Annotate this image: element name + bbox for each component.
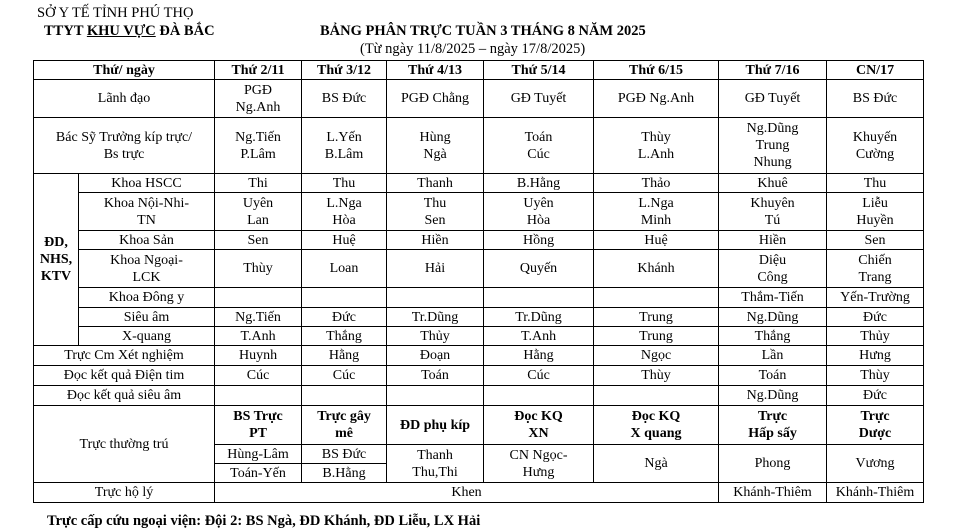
table-cell: Thảo	[594, 174, 719, 193]
table-cell: Hưng	[827, 346, 924, 366]
corner-header: Thứ/ ngày	[34, 61, 215, 80]
table-cell: Khuyến Cường	[827, 118, 924, 174]
table-cell: Thủy	[827, 327, 924, 346]
table-cell: Tr.Dũng	[387, 308, 484, 327]
table-cell: Uyên Hòa	[484, 193, 594, 231]
table-cell: Chiến Trang	[827, 250, 924, 288]
table-row	[34, 366, 924, 386]
row-label: Lãnh đạo	[34, 80, 215, 118]
table-cell: Toán Cúc	[484, 118, 594, 174]
table-cell	[387, 288, 484, 308]
table-cell: Ngọc	[594, 346, 719, 366]
table-cell: GĐ Tuyết	[484, 80, 594, 118]
table-cell: Đức	[827, 308, 924, 327]
row-label: Trực hộ lý	[34, 483, 215, 503]
table-cell: Đức	[302, 308, 387, 327]
org-name: SỞ Y TẾ TỈNH PHÚ THỌ	[37, 5, 194, 21]
table-cell: Thanh	[387, 174, 484, 193]
row-label: Bác Sỹ Trưởng kíp trực/ Bs trực	[34, 118, 215, 174]
table-cell: CN Ngọc- Hưng	[484, 445, 594, 483]
table-cell: Phong	[719, 445, 827, 483]
day-header: Thứ 5/14	[484, 61, 594, 80]
table-cell: Toán-Yến	[215, 464, 302, 483]
table-cell: Uyên Lan	[215, 193, 302, 231]
table-cell: Thi	[215, 174, 302, 193]
table-cell	[215, 386, 302, 406]
day-header: Thứ 3/12	[302, 61, 387, 80]
table-cell: Thắng	[302, 327, 387, 346]
table-cell: Thu	[302, 174, 387, 193]
table-row	[34, 231, 924, 250]
table-cell: B.Hằng	[484, 174, 594, 193]
table-cell: Ng.Tiến	[215, 308, 302, 327]
table-row	[34, 327, 924, 346]
table-row	[34, 346, 924, 366]
table-cell: B.Hằng	[302, 464, 387, 483]
table-row	[34, 483, 924, 503]
department-label: Siêu âm	[79, 308, 215, 327]
table-cell: L.Nga Hòa	[302, 193, 387, 231]
table-cell: Hùng Ngà	[387, 118, 484, 174]
table-cell: PGĐ Ng.Anh	[215, 80, 302, 118]
table-cell: Đức	[827, 386, 924, 406]
department-label: Khoa HSCC	[79, 174, 215, 193]
table-cell: GĐ Tuyết	[719, 80, 827, 118]
table-cell: BS Đức	[302, 80, 387, 118]
table-cell: Hiền	[387, 231, 484, 250]
table-row	[34, 80, 924, 118]
table-cell: Thùy	[215, 250, 302, 288]
table-cell: Yến-Trường	[827, 288, 924, 308]
day-header: Thứ 2/11	[215, 61, 302, 80]
table-cell: BS Đức	[302, 445, 387, 464]
table-row	[34, 174, 924, 193]
row-label: Trực Cm Xét nghiệm	[34, 346, 215, 366]
table-cell: PGĐ Ng.Anh	[594, 80, 719, 118]
table-cell: Cúc	[302, 366, 387, 386]
department-label: Khoa Nội-Nhi- TN	[79, 193, 215, 231]
table-cell: Thùy	[594, 366, 719, 386]
table-cell: Loan	[302, 250, 387, 288]
document-title: BẢNG PHÂN TRỰC TUẦN 3 THÁNG 8 NĂM 2025	[320, 23, 646, 39]
table-row	[34, 61, 924, 80]
table-cell: Quyến	[484, 250, 594, 288]
table-cell: Ng.Dũng Trung Nhung	[719, 118, 827, 174]
table-cell: Thắm-Tiến	[719, 288, 827, 308]
day-header: Thứ 4/13	[387, 61, 484, 80]
table-cell: Ng.Dũng	[719, 308, 827, 327]
table-cell: Huệ	[594, 231, 719, 250]
table-cell: Khánh	[594, 250, 719, 288]
table-cell: Khuê	[719, 174, 827, 193]
table-cell: Thu	[827, 174, 924, 193]
table-cell: T.Anh	[484, 327, 594, 346]
table-cell: L.Yến B.Lâm	[302, 118, 387, 174]
department-label: X-quang	[79, 327, 215, 346]
table-cell: Huynh	[215, 346, 302, 366]
table-cell	[594, 288, 719, 308]
table-row	[34, 250, 924, 288]
table-cell: Toán	[719, 366, 827, 386]
org-unit: TTYT KHU VỰC ĐÀ BẮC	[44, 23, 215, 39]
table-cell: Ng.Tiến P.Lâm	[215, 118, 302, 174]
table-row	[34, 386, 924, 406]
table-cell: T.Anh	[215, 327, 302, 346]
duty-header: ĐD phụ kíp	[387, 406, 484, 445]
document-subtitle: (Từ ngày 11/8/2025 – ngày 17/8/2025)	[360, 41, 586, 57]
table-cell: L.Nga Minh	[594, 193, 719, 231]
table-cell	[302, 386, 387, 406]
table-cell: BS Đức	[827, 80, 924, 118]
table-cell: Huệ	[302, 231, 387, 250]
group-label: ĐD, NHS, KTV	[34, 174, 79, 346]
table-cell	[387, 386, 484, 406]
department-label: Khoa Đông y	[79, 288, 215, 308]
table-row	[34, 193, 924, 231]
table-cell: PGĐ Chằng	[387, 80, 484, 118]
table-row	[34, 308, 924, 327]
table-cell: Sen	[215, 231, 302, 250]
day-header: Thứ 7/16	[719, 61, 827, 80]
table-cell	[484, 288, 594, 308]
table-cell: Hải	[387, 250, 484, 288]
department-label: Khoa Sản	[79, 231, 215, 250]
table-cell: Cúc	[484, 366, 594, 386]
table-cell: Sen	[827, 231, 924, 250]
table-cell: Vương	[827, 445, 924, 483]
duty-header: Trực Hấp sấy	[719, 406, 827, 445]
table-cell: Hùng-Lâm	[215, 445, 302, 464]
table-cell	[215, 288, 302, 308]
table-row	[34, 118, 924, 174]
table-cell: Hằng	[302, 346, 387, 366]
day-header: Thứ 6/15	[594, 61, 719, 80]
table-cell: Ngà	[594, 445, 719, 483]
table-row	[34, 288, 924, 308]
table-cell: Khánh-Thiêm	[719, 483, 827, 503]
table-cell: Liễu Huyền	[827, 193, 924, 231]
table-cell: Thắng	[719, 327, 827, 346]
table-cell	[302, 288, 387, 308]
table-cell: Hồng	[484, 231, 594, 250]
duty-header: BS Trực PT	[215, 406, 302, 445]
table-cell: Thủy	[387, 327, 484, 346]
table-cell: Khen	[215, 483, 719, 503]
duty-header: Trực gây mê	[302, 406, 387, 445]
table-cell	[484, 386, 594, 406]
table-cell: Cúc	[215, 366, 302, 386]
table-cell: Diệu Công	[719, 250, 827, 288]
row-label: Đọc kết quả Điện tim	[34, 366, 215, 386]
duty-header: Đọc KQ XN	[484, 406, 594, 445]
table-cell: Trung	[594, 308, 719, 327]
table-cell	[594, 386, 719, 406]
table-cell: Đoạn	[387, 346, 484, 366]
table-cell: Thùy L.Anh	[594, 118, 719, 174]
table-cell: Hằng	[484, 346, 594, 366]
table-cell: Khuyên Tú	[719, 193, 827, 231]
duty-roster-table	[33, 60, 924, 503]
table-cell: Khánh-Thiêm	[827, 483, 924, 503]
duty-header: Đọc KQ X quang	[594, 406, 719, 445]
duty-header: Trực Dược	[827, 406, 924, 445]
department-label: Khoa Ngoại- LCK	[79, 250, 215, 288]
row-label: Trực thường trú	[34, 406, 215, 483]
table-cell: Thanh Thu,Thi	[387, 445, 484, 483]
table-cell: Hiền	[719, 231, 827, 250]
table-row	[34, 406, 924, 445]
day-header: CN/17	[827, 61, 924, 80]
table-cell: Tr.Dũng	[484, 308, 594, 327]
table-cell: Trung	[594, 327, 719, 346]
table-cell: Thu Sen	[387, 193, 484, 231]
table-cell: Ng.Dũng	[719, 386, 827, 406]
table-cell: Thùy	[827, 366, 924, 386]
table-cell: Toán	[387, 366, 484, 386]
emergency-team-note: Trực cấp cứu ngoại viện: Đội 2: BS Ngà, ĐD Khánh, ĐD Liễu, LX Hải	[47, 513, 481, 529]
row-label: Đọc kết quả siêu âm	[34, 386, 215, 406]
table-cell: Lần	[719, 346, 827, 366]
